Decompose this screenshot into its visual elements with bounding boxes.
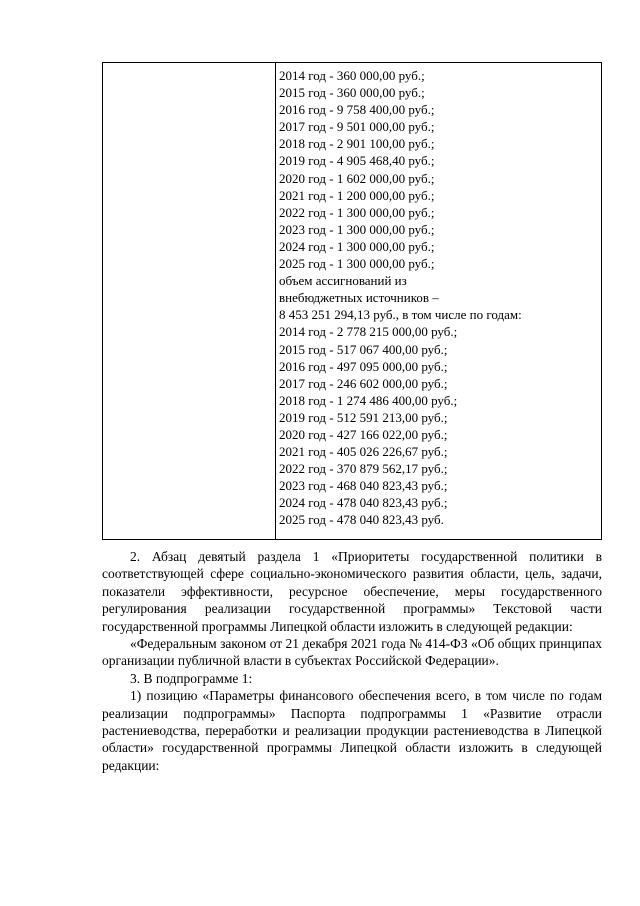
table-line: внебюджетных источников – (279, 290, 439, 306)
paragraph-item-2: 2. Абзац девятый раздела 1 «Приоритеты государственной политики в соответствующей сфере социально-экономического развития области, цель, задачи, показатели эффективности, ресурсное обеспечение, меры государственного регулирования реализации государственной программы» Текстовой части государственной программы Липецкой области изложить в следующей редакции: (102, 549, 602, 634)
table-line: 2020 год - 1 602 000,00 руб.; (279, 170, 435, 186)
table-line: 2014 год - 360 000,00 руб.; (279, 68, 425, 83)
table-line: 2024 год - 478 040 823,43 руб.; (279, 495, 448, 511)
table-line: 2025 год - 1 300 000,00 руб.; (279, 256, 435, 272)
table-line: 2021 год - 1 200 000,00 руб.; (279, 187, 435, 203)
document-body (102, 548, 602, 774)
table-line: 2017 год - 9 501 000,00 руб.; (279, 119, 435, 135)
table-line: 2025 год - 478 040 823,43 руб. (279, 512, 444, 528)
table-line: 2019 год - 4 905 468,40 руб.; (279, 153, 435, 169)
table-line: 2021 год - 405 026 226,67 руб.; (279, 444, 448, 460)
table-line: 2015 год - 360 000,00 руб.; (279, 85, 425, 101)
table-right-cell (279, 67, 599, 529)
table-line: 2016 год - 9 758 400,00 руб.; (279, 102, 435, 118)
table-line: 2018 год - 1 274 486 400,00 руб.; (279, 392, 458, 408)
paragraph-quote: «Федеральным законом от 21 декабря 2021 года № 414-ФЗ «Об общих принципах организации публичной власти в субъектах Российской Федерации». (102, 636, 602, 669)
table-line: 2017 год - 246 602 000,00 руб.; (279, 375, 448, 391)
table-line: 2019 год - 512 591 213,00 руб.; (279, 409, 448, 425)
table-line: объем ассигнований из (279, 273, 407, 289)
table-line: 8 453 251 294,13 руб., в том числе по годам: (279, 307, 522, 323)
paragraph-item-3-1: 1) позицию «Параметры финансового обеспечения всего, в том числе по годам реализации подпрограммы» Паспорта подпрограммы 1 «Развитие отрасли растениеводства, переработки и реализации продукции растениеводства в Липецкой области» государственной программы Липецкой области изложить в следующей редакции: (102, 688, 602, 773)
table-line: 2022 год - 1 300 000,00 руб.; (279, 204, 435, 220)
table-line: 2022 год - 370 879 562,17 руб.; (279, 461, 448, 477)
financing-table (102, 62, 602, 540)
table-line: 2014 год - 2 778 215 000,00 руб.; (279, 324, 458, 340)
table-line: 2016 год - 497 095 000,00 руб.; (279, 358, 448, 374)
paragraph-item-3: 3. В подпрограмме 1: (130, 670, 253, 686)
table-line: 2023 год - 468 040 823,43 руб.; (279, 478, 448, 494)
table-line: 2015 год - 517 067 400,00 руб.; (279, 341, 448, 357)
table-line: 2020 год - 427 166 022,00 руб.; (279, 426, 448, 442)
table-line: 2024 год - 1 300 000,00 руб.; (279, 238, 435, 254)
table-line: 2023 год - 1 300 000,00 руб.; (279, 221, 435, 237)
table-line: 2018 год - 2 901 100,00 руб.; (279, 136, 435, 152)
table-column-divider (275, 63, 276, 539)
